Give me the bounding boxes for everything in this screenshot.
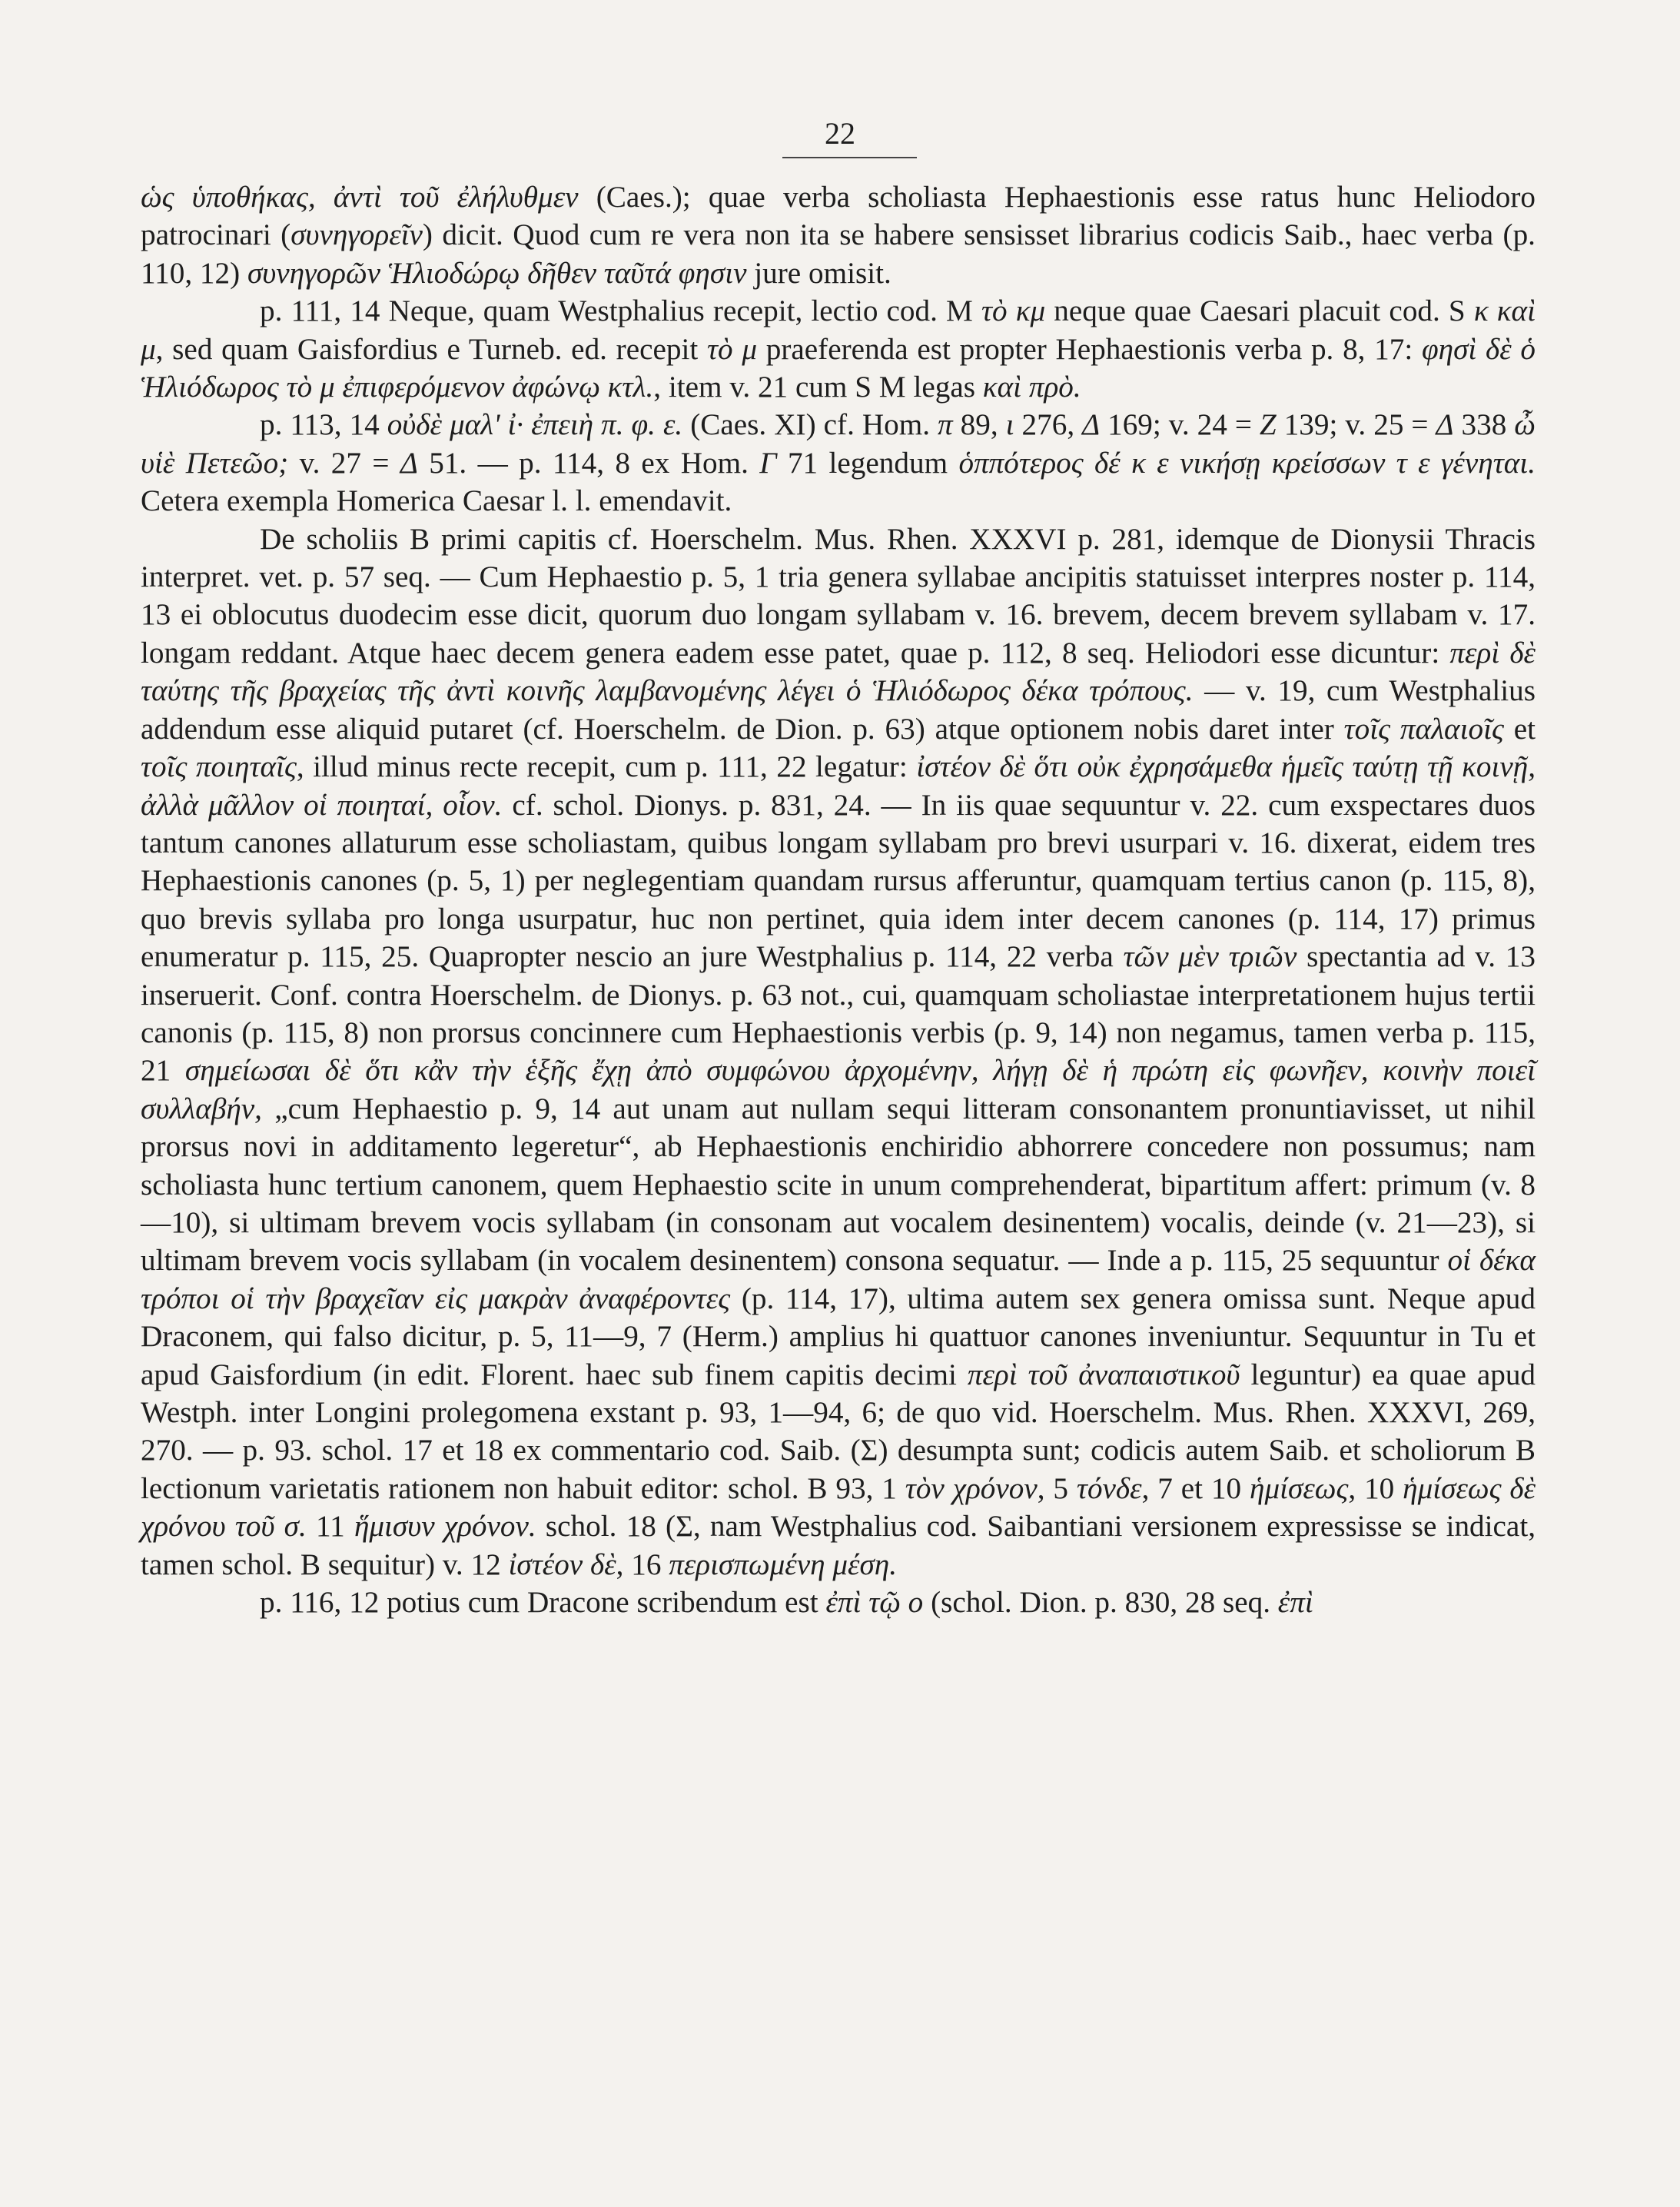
greek-text: ἡμίσεως δὲ χρόνου τοῦ σ. [141,1471,1536,1544]
greek-text: τόνδε [1076,1471,1142,1505]
greek-text: ἐπὶ τῷ ο [825,1586,924,1620]
latin-text: v. 27 = [288,446,400,480]
greek-text: ἐπὶ [1277,1586,1313,1620]
latin-text: et [1503,712,1536,746]
greek-text: ἰστέον δὲ ὅτι οὐκ ἐχρησάμεθα ἡμεῖς ταύτῃ τῇ κοινῇ, ἀλλὰ μᾶλλον οἱ ποιηταί, οἷον. [141,750,1536,822]
paragraph [141,406,1536,520]
greek-text: περισπωμένη μέση. [669,1547,898,1581]
latin-text: , sed quam Gaisfordius e Turneb. ed. recepit [155,332,708,366]
latin-text: Cetera exempla Homerica Caesar l. l. emendavit. [141,484,732,518]
latin-text: cf. schol. Dionys. p. 831, 24. — In iis quae sequuntur v. 22. cum exspectares duos tantum canones allaturum esse scholiastam, quibus longam syllabam pro brevi usurpari v. 16. dixerat, eidem tres Hephaestionis canones (p. 5, 1) per neglegentiam quandam rursus afferuntur, quamquam tertius canon (p. 115, 8), quo brevis syllaba pro longa usurpatur, huc non pertinet, quia idem inter decem canones (p. 114, 17) primus enumeratur p. 115, 25. Quapropter nescio an jure Westphalius p. 114, 22 verba [141,788,1536,974]
latin-text: , 16 [616,1547,669,1581]
latin-text: p. 116, 12 potius cum Dracone scribendum est [260,1586,826,1620]
latin-text: , 10 [1348,1471,1403,1505]
greek-text: φησὶ δὲ ὁ Ἡλιόδωρος τὸ μ ἐπιφερόμενον ἀφώνῳ κτλ. [141,332,1536,404]
greek-text: περὶ δὲ ταύτης τῆς βραχείας τῆς ἀντὶ κοινῆς λαμβανομένης λέγει ὁ Ἡλιόδωρος δέκα τρόπους. [141,636,1536,708]
latin-text: leguntur) ea quae apud Westph. inter Longini prolegomena exstant p. 93, 1—94, 6; de quo vid. Hoerschelm. Mus. Rhen. XXXVI, 269, 270. — p. 93. schol. 17 et 18 ex commentario cod. Saib. (Σ) desumpta sunt; codicis autem Saib. et scholiorum B lectionum varietatis rationem non habuit editor: schol. B 93, 1 [141,1358,1536,1505]
greek-text: ὦ υἱὲ Πετεῶο; [141,408,1536,480]
page-number: 22 [825,116,855,151]
greek-text: οἱ δέκα τρόποι οἱ τὴν βραχεῖαν εἰς μακρὰν ἀναφέροντες [141,1244,1536,1315]
latin-text: De scholiis B primi capitis cf. Hoerschelm. Mus. Rhen. XXXVI p. 281, idemque de Dionysii Thracis interpret. vet. p. 57 seq. — Cum Hephaestio p. 5, 1 tria genera syllabae ancipitis statuisset interpres noster p. 114, 13 ei oblocutus duodecim esse dicit, quorum duo longam syllabam v. 16. brevem, decem brevem syllabam v. 17. longam reddant. Atque haec decem genera eadem esse patet, quae p. 112, 8 seq. Heliodori esse dicuntur: [141,522,1536,670]
latin-text: (Caes. XI) cf. Hom. [682,408,938,442]
greek-text: Z [1259,408,1277,442]
greek-text: ὡς ὑποθήκας, ἀντὶ τοῦ ἐλήλυθμεν [141,181,579,214]
latin-text: praeferenda est propter Hephaestionis verba p. 8, 17: [757,332,1422,366]
latin-text: , item v. 21 cum S M legas [653,371,983,404]
greek-text: τοῖς ποιηταῖς [141,750,297,784]
latin-text: (Caes.); quae verba scholiasta Hephaestionis esse ratus hunc Heliodoro patrocinari ( [141,181,1536,252]
latin-text: p. 113, 14 [260,408,387,442]
latin-text: 276, [1014,408,1083,442]
header-rule [782,157,917,158]
greek-text: καὶ πρὸ. [982,371,1081,404]
latin-text: neque quae Caesari placuit cod. S [1045,294,1474,328]
paragraph [141,520,1536,1584]
latin-text: 71 legendum [776,446,959,480]
greek-text: τῶν μὲν τριῶν [1123,940,1297,974]
greek-text: περὶ τοῦ ἀναπαιστικοῦ [967,1358,1240,1391]
latin-text: jure omisit. [746,256,891,290]
greek-text: τὸ κμ [981,294,1046,328]
paragraph [141,1584,1536,1621]
greek-text: ἡμίσεως [1250,1471,1349,1505]
latin-text: (schol. Dion. p. 830, 28 seq. [923,1586,1278,1620]
latin-text: 338 [1453,408,1515,442]
latin-text: 11 [306,1510,354,1544]
latin-text: , illud minus recte recepit, cum p. 111, 22 legatur: [296,750,917,784]
paragraph [141,178,1536,292]
greek-text: ι [1005,408,1014,442]
latin-text: p. 111, 14 Neque, quam Westphalius recepit, lectio cod. M [260,294,981,328]
greek-text: κ καὶ μ [141,294,1536,366]
latin-text: 169; v. 24 = [1100,408,1260,442]
latin-text: 89, [952,408,1006,442]
greek-text: Δ [1082,408,1101,442]
greek-text: π [938,408,953,442]
latin-text: (p. 114, 17), ultima autem sex genera omissa sunt. Neque apud Draconem, qui falso dicitur, p. 5, 11—9, 7 (Herm.) amplius hi quattuor canones inveniuntur. Sequuntur in Tu et apud Gaisfordium (in edit. Florent. haec sub finem capitis decimi [141,1281,1536,1391]
greek-text: τὸν χρόνον [905,1471,1038,1505]
latin-text: spectantia ad v. 13 inseruerit. Conf. contra Hoerschelm. de Dionys. p. 63 not., cui, quamquam scholiastae interpretationem hujus tertii canonis (p. 115, 8) non prorsus concinnere cum Hephaestionis verbis (p. 9, 14) non negamus, tamen verba p. 115, 21 [141,940,1536,1088]
greek-text: συνηγορῶν Ἡλιοδώρῳ δῆθεν ταῦτά φησιν [247,256,747,290]
greek-text: συνηγορεῖν [291,218,423,252]
paragraph [141,292,1536,406]
latin-text: 51. — p. 114, 8 ex Hom. [417,446,760,480]
greek-text: τὸ μ [707,332,758,366]
greek-text: τοῖς παλαιοῖς [1343,712,1504,746]
latin-text: — v. 19, cum Westphalius addendum esse aliquid putaret (cf. Hoerschelm. de Dion. p. 63) atque optionem nobis daret inter [141,674,1536,746]
text-body [141,178,1536,1621]
greek-text: ἥμισυν χρόνον. [354,1510,536,1544]
latin-text: , 5 [1037,1471,1077,1505]
greek-text: Δ [1436,408,1454,442]
greek-text: Γ [759,446,777,480]
latin-text: ) dicit. Quod cum re vera non ita se habere sensisset librarius codicis Saib., haec verba (p. 110, 12) [141,218,1536,290]
latin-text: „cum Hephaestio p. 9, 14 aut unam aut nullam sequi litteram consonantem pronuntiavisset, ut nihil prorsus novi in additamento legeretur“, ab Hephaestionis enchiridio abhorrere concedere non possumus; nam scholiasta hunc tertium canonem, quem Hephaestio scite in unum comprehenderat, bipartitum affert: primum (v. 8—10), si ultimam brevem vocis syllabam (in consonam aut vocalem desinentem) vocalis, deinde (v. 21—23), si ultimam brevem vocis syllabam (in vocalem desinentem) consona sequatur. — Inde a p. 115, 25 sequuntur [141,1092,1536,1278]
greek-text: Δ [400,446,418,480]
greek-text: σημείωσαι δὲ ὅτι κἂν τὴν ἑξῆς ἔχῃ ἀπὸ συμφώνου ἀρχομένην, λήγῃ δὲ ἡ πρώτη εἰς φωνῆεν, κοινὴν ποιεῖ συλλαβήν, [141,1054,1536,1125]
greek-text: οὐδὲ μαλ' ἰ· ἐπειὴ π. φ. ε. [387,408,683,442]
greek-text: ἰστέον δὲ [508,1547,616,1581]
latin-text: schol. 18 (Σ, nam Westphalius cod. Saibantiani versionem expressisse se indicat, tamen schol. B sequitur) v. 12 [141,1510,1536,1581]
latin-text: 139; v. 25 = [1276,408,1436,442]
latin-text: , 7 et 10 [1141,1471,1250,1505]
greek-text: ὁππότερος δέ κ ε νικήσῃ κρείσσων τ ε γένηται. [958,446,1536,480]
